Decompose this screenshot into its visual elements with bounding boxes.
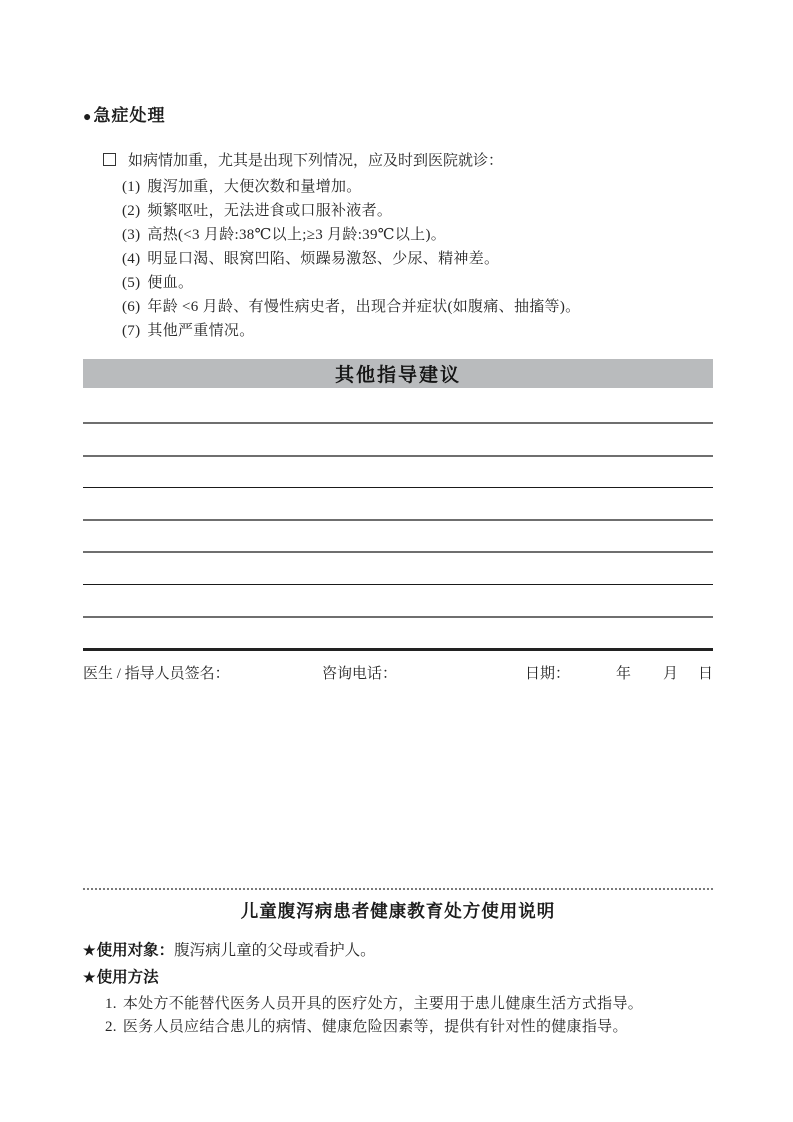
item-number: (1): [122, 179, 141, 195]
item-number: 1.: [105, 996, 117, 1013]
banner-title: 其他指导建议: [334, 365, 461, 386]
usage-method-list: [83, 993, 713, 1039]
emergency-section-heading: [83, 107, 713, 127]
day-label: 日: [697, 666, 713, 683]
emergency-checkbox-item: [83, 149, 713, 173]
usage-method-label: 使用方法: [96, 969, 159, 987]
writing-line: [83, 487, 713, 488]
dotted-divider: [83, 888, 713, 890]
method-item: [83, 993, 713, 1016]
star-icon: ★: [83, 971, 96, 987]
writing-line: [83, 648, 713, 651]
emergency-checkbox-text: 如病情加重，尤其是出现下列情况，应及时到医院就诊：: [128, 153, 504, 169]
writing-line: [83, 584, 713, 585]
item-text: 年龄 <6 月龄、有慢性病史者，出现合并症状(如腹痛、抽搐等)。: [147, 299, 581, 315]
item-text: 其他严重情况。: [147, 323, 255, 339]
emergency-item-list: [83, 175, 713, 343]
star-icon: ★: [83, 944, 96, 960]
item-number: (2): [122, 203, 141, 219]
item-text: 明显口渴、眼窝凹陷、烦躁易激怒、少尿、精神差。: [147, 251, 500, 267]
other-guidance-banner: [83, 359, 713, 388]
usage-target-text: 腹泻病儿童的父母或看护人。: [174, 942, 376, 960]
usage-method-heading: [83, 967, 713, 990]
phone-label: 咨询电话：: [322, 666, 398, 683]
signature-row: [83, 664, 713, 684]
emergency-heading-text: 急症处理: [93, 106, 166, 125]
month-label: 月: [663, 666, 679, 683]
item-number: (6): [122, 299, 141, 315]
usage-target-label: 使用对象：: [96, 942, 175, 960]
emergency-item: [83, 295, 713, 319]
item-text: 频繁呕吐，无法进食或口服补液者。: [147, 203, 393, 219]
item-text: 高热(<3 月龄:38℃以上;≥3 月龄:39℃以上)。: [147, 227, 447, 243]
emergency-item: [83, 175, 713, 199]
date-label: 日期：: [525, 666, 571, 683]
item-number: (3): [122, 227, 141, 243]
blank-writing-lines: [83, 422, 713, 651]
writing-line: [83, 519, 713, 521]
writing-line: [83, 616, 713, 618]
item-text: 便血。: [147, 275, 194, 291]
item-text: 医务人员应结合患儿的病情、健康危险因素等，提供有针对性的健康指导。: [122, 1019, 628, 1036]
item-number: (4): [122, 251, 141, 267]
year-label: 年: [616, 666, 632, 683]
doctor-signature-label: 医生 / 指导人员签名：: [83, 666, 230, 683]
writing-line: [83, 422, 713, 424]
emergency-item: [83, 319, 713, 343]
emergency-item: [83, 199, 713, 223]
bullet-icon: ●: [83, 110, 93, 125]
method-item: [83, 1016, 713, 1039]
item-number: 2.: [105, 1019, 117, 1036]
emergency-item: [83, 271, 713, 295]
item-text: 腹泻加重，大便次数和量增加。: [147, 179, 362, 195]
checkbox-icon[interactable]: [103, 153, 116, 166]
writing-line: [83, 551, 713, 553]
page-content: [83, 107, 713, 1039]
usage-note-title: 儿童腹泻病患者健康教育处方使用说明: [240, 901, 556, 922]
usage-target-row: [83, 940, 713, 963]
item-number: (7): [122, 323, 141, 339]
writing-line: [83, 455, 713, 457]
item-number: (5): [122, 275, 141, 291]
item-text: 本处方不能替代医务人员开具的医疗处方，主要用于患儿健康生活方式指导。: [122, 996, 644, 1013]
emergency-item: [83, 247, 713, 271]
emergency-item: [83, 223, 713, 247]
